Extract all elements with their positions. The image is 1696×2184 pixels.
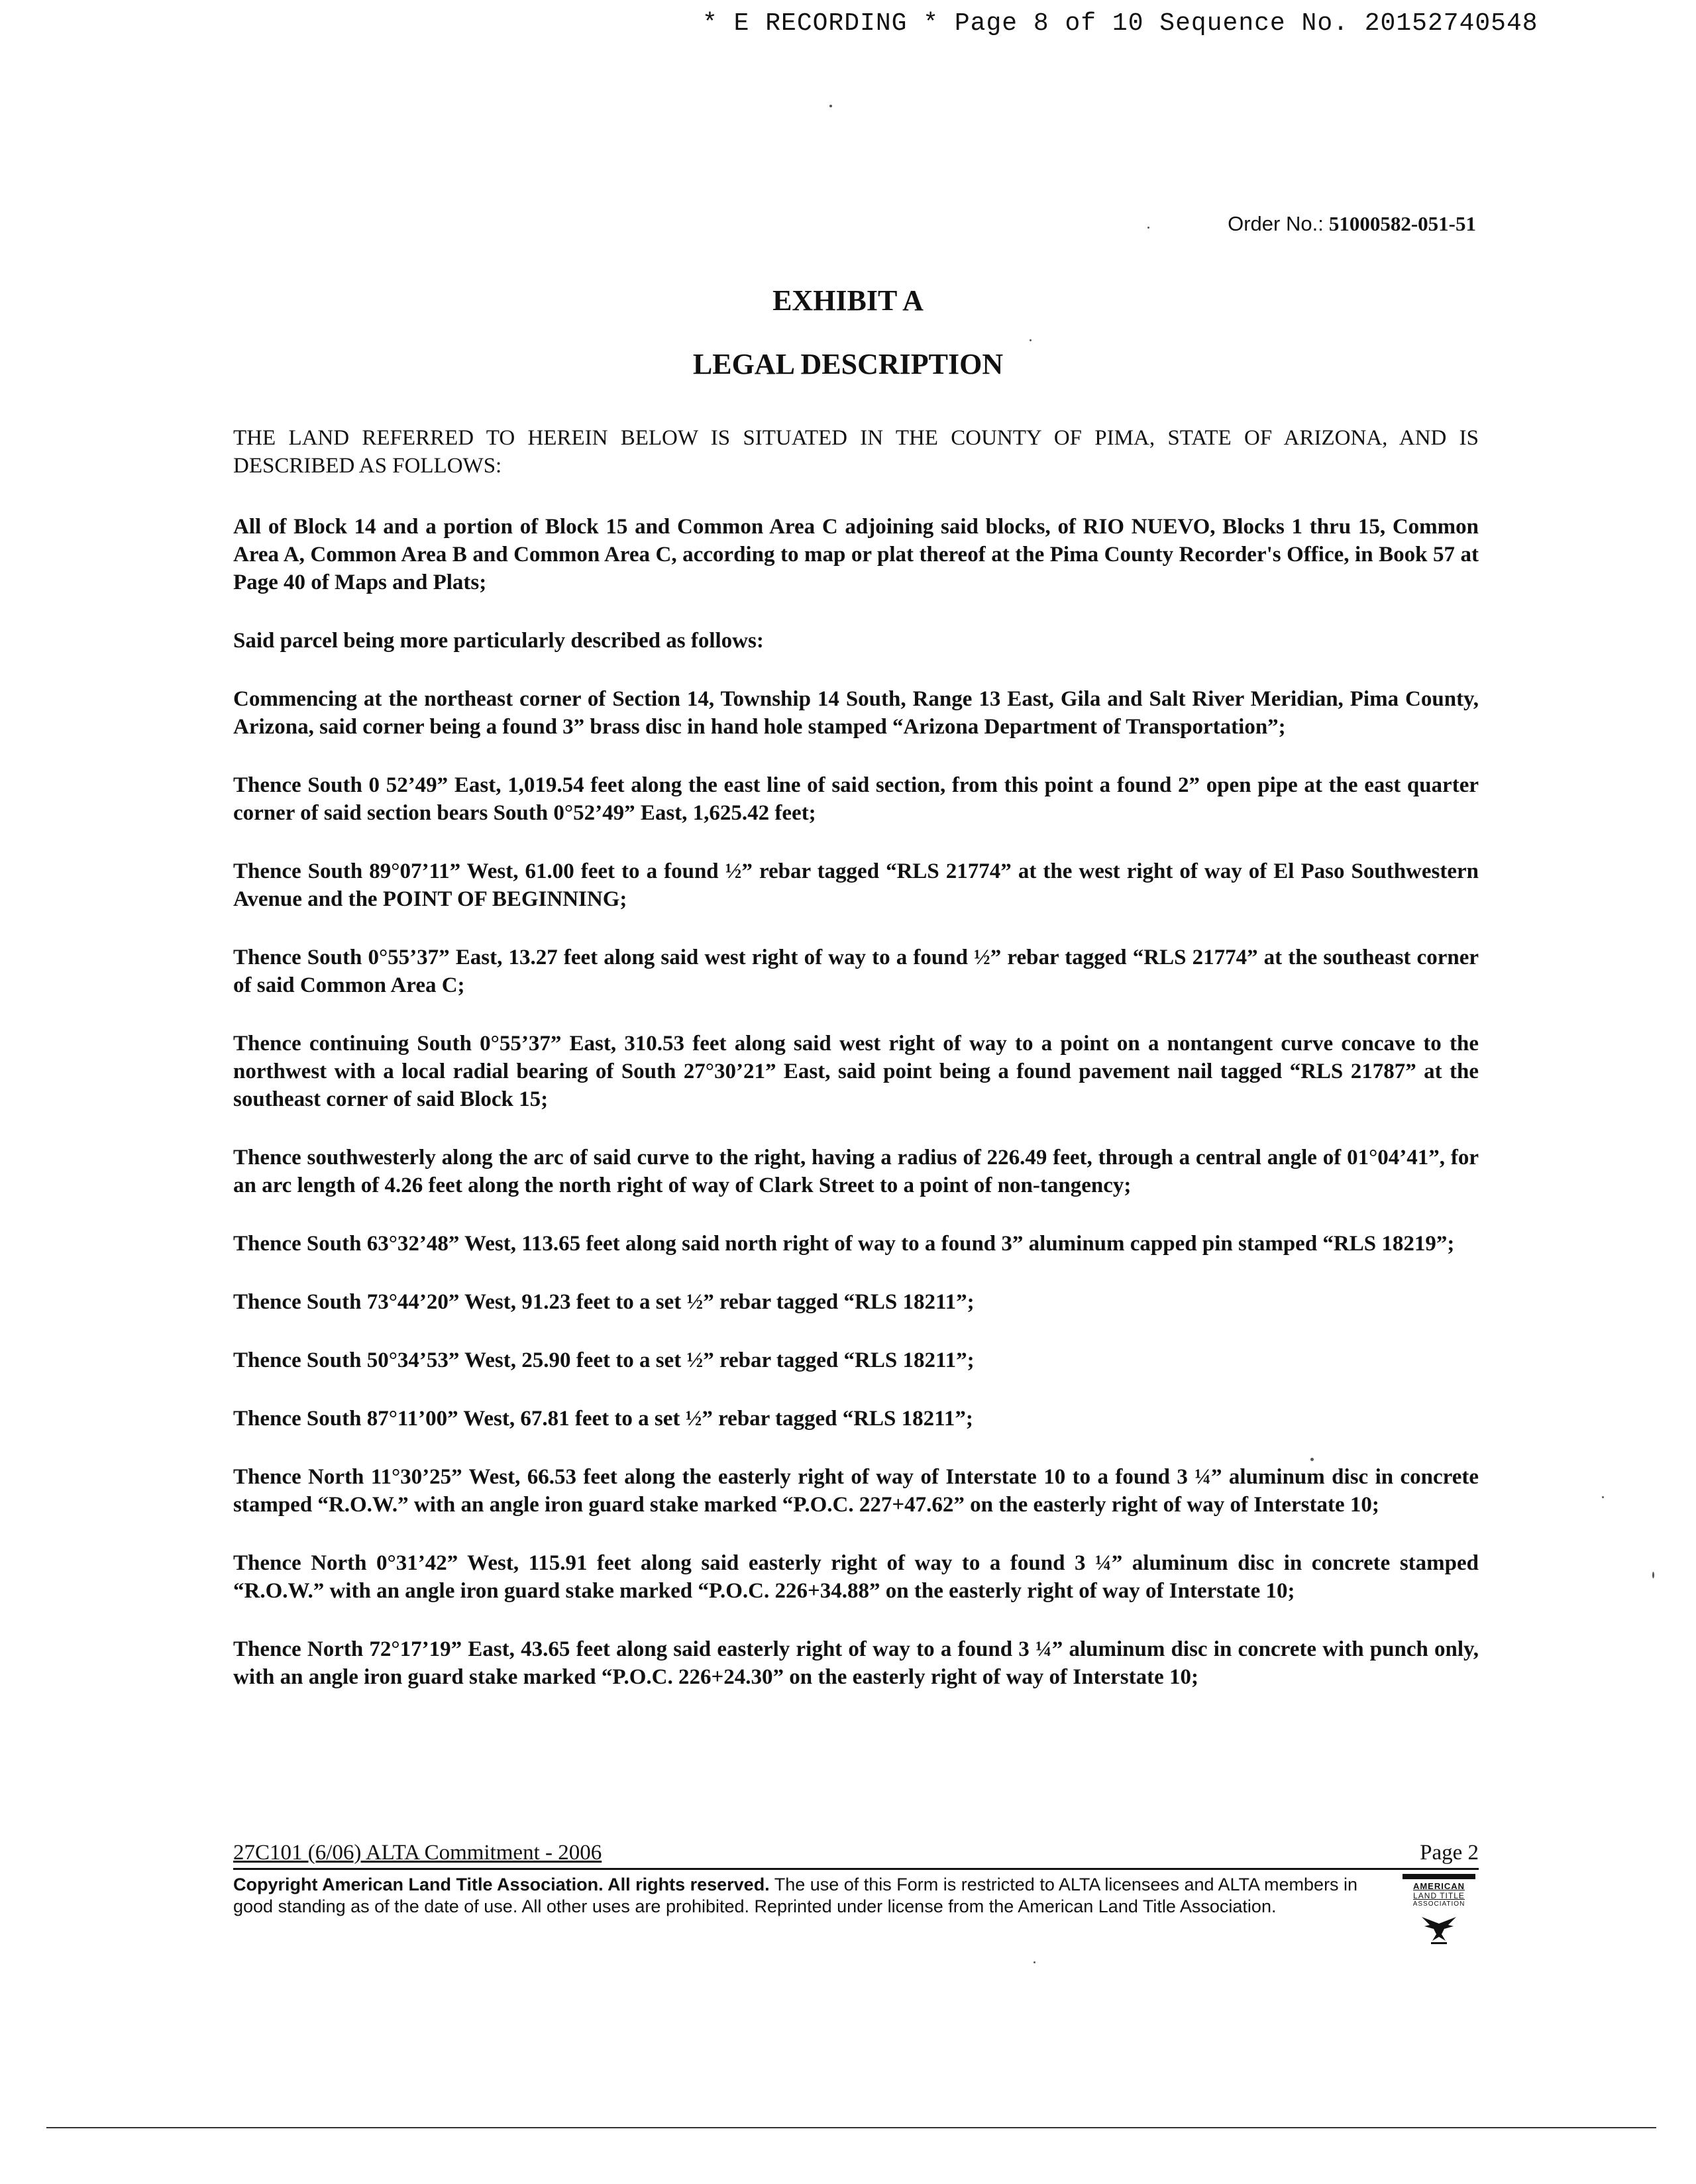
page-number: Page 2 xyxy=(1420,1841,1479,1865)
form-id: 27C101 (6/06) ALTA Commitment - 2006 xyxy=(233,1841,602,1865)
order-number-value: 51000582-051-51 xyxy=(1328,212,1476,235)
logo-bar xyxy=(1403,1874,1475,1879)
legal-description-title: LEGAL DESCRIPTION xyxy=(692,348,1004,380)
legal-paragraph: Commencing at the northeast corner of Section 14, Township 14 South, Range 13 East, Gila and Salt River Meridian, Pima County, Arizona, said corner being a found 3” brass disc in hand hole stamped “Arizona Department of Transportation”; xyxy=(233,687,1479,739)
scan-speck xyxy=(1034,1961,1035,1963)
scan-speck xyxy=(829,105,832,107)
legal-paragraph: Thence North 11°30’25” West, 66.53 feet along the easterly right of way of Interstate 10 to a found 3 ¼” aluminum disc in concrete stamped “R.O.W.” with an angle iron guard stake marked “P.O.C. 227+47.62” on the easterly right of way of Interstate 10; xyxy=(233,1465,1479,1517)
logo-line-association: ASSOCIATION xyxy=(1412,1900,1465,1908)
legal-paragraph: Thence South 87°11’00” West, 67.81 feet to a set ½” rebar tagged “RLS 18211”; xyxy=(233,1407,973,1431)
order-number xyxy=(1228,212,1476,236)
logo-line-american: AMERICAN xyxy=(1412,1881,1465,1891)
scan-speck xyxy=(1652,1572,1654,1578)
legal-paragraph: Thence South 89°07’11” West, 61.00 feet to a found ½” rebar tagged “RLS 21774” at the west right of way of El Paso Southwestern Avenue and the POINT OF BEGINNING; xyxy=(233,859,1479,911)
copyright-row xyxy=(233,1874,1479,1945)
legal-paragraph: All of Block 14 and a portion of Block 15 and Common Area C adjoining said blocks, of RIO NUEVO, Blocks 1 thru 15, Common Area A, Common Area B and Common Area C, according to map or plat thereof at the Pima County Recorder's Office, in Book 57 at Page 40 of Maps and Plats; xyxy=(233,515,1479,594)
legal-paragraph: Thence North 72°17’19” East, 43.65 feet along said easterly right of way to a found 3 ¼” aluminum disc in concrete with punch only, with an angle iron guard stake marked “P.O.C. 226+24.30” on the easterly right of way of Interstate 10; xyxy=(233,1637,1479,1689)
legal-paragraph: Thence South 73°44’20” West, 91.23 feet to a set ½” rebar tagged “RLS 18211”; xyxy=(233,1290,975,1314)
scan-speck xyxy=(1030,339,1032,341)
legal-paragraph: Thence South 50°34’53” West, 25.90 feet to a set ½” rebar tagged “RLS 18211”; xyxy=(233,1348,975,1372)
document-body xyxy=(233,424,1479,1721)
legal-paragraph: Said parcel being more particularly described as follows: xyxy=(233,629,764,653)
legal-paragraph: Thence South 0 52’49” East, 1,019.54 feet along the east line of said section, from this point a found 2” open pipe at the east quarter corner of said section bears South 0°52’49” East, 1,625.42 feet; xyxy=(233,773,1479,825)
scan-speck xyxy=(1310,1458,1314,1461)
eagle-icon xyxy=(1419,1912,1459,1945)
recording-stamp: * E RECORDING * Page 8 of 10 Sequence No. 20152740548 xyxy=(702,9,1538,38)
alta-logo xyxy=(1399,1874,1479,1945)
scan-speck xyxy=(1147,227,1149,229)
bottom-rule xyxy=(46,2127,1656,2128)
legal-paragraph: Thence South 63°32’48” West, 113.65 feet along said north right of way to a found 3” aluminum capped pin stamped “RLS 18219”; xyxy=(233,1232,1455,1256)
legal-paragraph: Thence continuing South 0°55’37” East, 310.53 feet along said west right of way to a point on a nontangent curve concave to the northwest with a local radial bearing of South 27°30’21” East, said point being a found pavement nail tagged “RLS 21787” at the southeast corner of said Block 15; xyxy=(233,1032,1479,1111)
form-line xyxy=(233,1841,1479,1870)
legal-paragraph: Thence southwesterly along the arc of said curve to the right, having a radius of 226.49 feet, through a central angle of 01°04’41”, for an arc length of 4.26 feet along the north right of way of Clark Street to a point of non-tangency; xyxy=(233,1146,1479,1197)
copyright-rest: The use of this Form is restricted to ALTA licensees and ALTA members in good standing as of the date of use. All other uses are prohibited. Reprinted under license from the American Land Title Association. xyxy=(233,1875,1358,1916)
legal-paragraph: Thence South 0°55’37” East, 13.27 feet along said west right of way to a found ½” rebar tagged “RLS 21774” at the southeast corner of said Common Area C; xyxy=(233,946,1479,997)
logo-line-land-title: LAND TITLE xyxy=(1413,1891,1465,1900)
legal-paragraph: Thence North 0°31’42” West, 115.91 feet along said easterly right of way to a found 3 ¼” aluminum disc in concrete stamped “R.O.W.” with an angle iron guard stake marked “P.O.C. 226+34.88” on the easterly right of way of Interstate 10; xyxy=(233,1551,1479,1603)
copyright-notice xyxy=(233,1874,1359,1918)
exhibit-title: EXHIBIT A xyxy=(772,284,924,317)
page-footer xyxy=(233,1841,1479,1945)
copyright-bold: Copyright American Land Title Association. All rights reserved. xyxy=(233,1875,770,1894)
order-number-label: Order No.: xyxy=(1228,212,1324,235)
intro-paragraph: THE LAND REFERRED TO HEREIN BELOW IS SITUATED IN THE COUNTY OF PIMA, STATE OF ARIZONA, AND IS DESCRIBED AS FOLLOWS: xyxy=(233,426,1479,478)
scan-speck xyxy=(1602,1496,1604,1498)
